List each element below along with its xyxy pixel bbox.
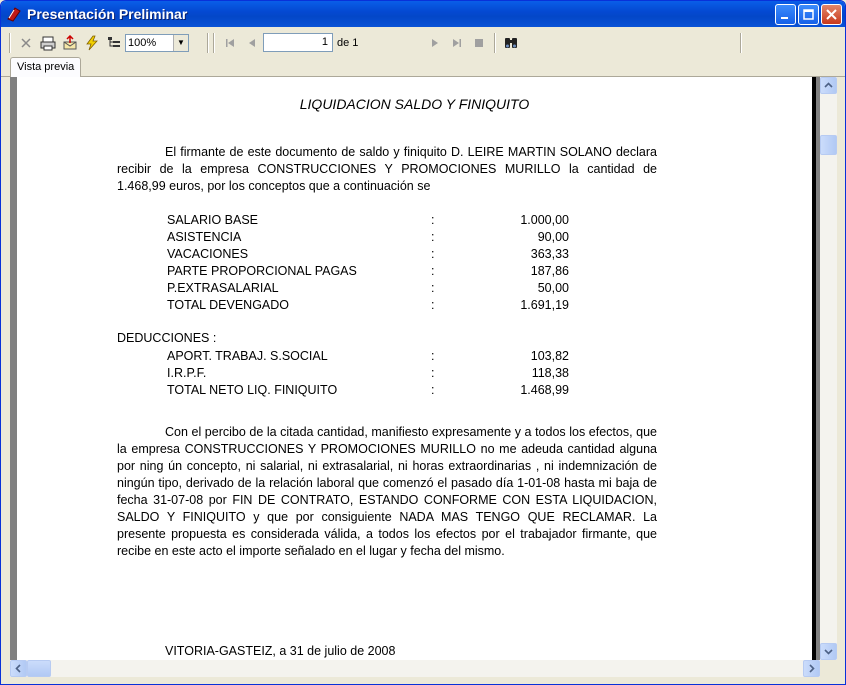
find-button[interactable]: [500, 32, 522, 54]
chevron-right-icon: [807, 664, 816, 673]
line-item-amount: 90,00: [537, 230, 569, 244]
place-date: VITORIA-GASTEIZ, a 31 de julio de 2008: [165, 644, 396, 658]
body-line: horas extraordinarias , ni indemnización de ningún tipo, derivado de la relación: [117, 459, 658, 490]
intro-line: MURILLO la cantidad de 1.468,99 euros, por los conceptos que a continuación se: [117, 162, 657, 193]
toolbar-separator: [213, 33, 215, 53]
line-item-amount: 1.468,99: [520, 383, 569, 397]
line-item-amount: 187,86: [530, 264, 569, 278]
minimize-button[interactable]: [775, 4, 796, 25]
chevron-down-icon[interactable]: ▼: [173, 35, 188, 51]
scroll-left-button[interactable]: [10, 660, 27, 677]
scroll-up-button[interactable]: [820, 77, 837, 94]
body-line: Con el percibo de la citada cantidad, manifiesto expresamente y a todos: [165, 425, 566, 439]
line-item-amount: 118,38: [531, 366, 569, 380]
close-window-button[interactable]: [821, 4, 842, 25]
line-item-colon: :: [431, 230, 435, 244]
next-page-icon: [429, 37, 441, 49]
line-item-label: PARTE PROPORCIONAL PAGAS: [167, 264, 357, 278]
line-item-colon: :: [431, 298, 435, 312]
document-page: [17, 77, 812, 660]
body-line: SALDO Y FINIQUITO y que por consiguiente NADA MAS TENGO QUE: [117, 510, 555, 524]
chevron-down-icon: [824, 647, 833, 656]
horizontal-scroll-thumb[interactable]: [27, 660, 51, 677]
last-page-button[interactable]: [446, 32, 468, 54]
body-line: laboral que comenzó el pasado día 1-01-08 hasta mi baja de fecha 31-07-08 por: [117, 476, 657, 507]
body-line: los efectos, que la empresa CONSTRUCCIONES Y PROMOCIONES MURILLO: [117, 425, 657, 456]
body-paragraph: [117, 424, 657, 560]
zoom-value: 100%: [128, 36, 157, 49]
previous-page-button[interactable]: [241, 32, 263, 54]
zoom-select[interactable]: [125, 34, 189, 52]
line-item-label: TOTAL DEVENGADO: [167, 298, 290, 312]
chevron-up-icon: [824, 81, 833, 90]
vertical-scrollbar[interactable]: [820, 77, 837, 660]
intro-paragraph: [117, 144, 657, 195]
toolbar: [5, 30, 841, 55]
horizontal-scrollbar[interactable]: [10, 660, 820, 677]
intro-line: SOLANO declara recibir de la empresa CONSTRUCCIONES Y PROMOCIONES: [117, 145, 657, 176]
body-line: RECLAMAR. La presente propuesta es considerada válida, a todos los efectos por: [117, 510, 657, 541]
scroll-down-button[interactable]: [820, 643, 837, 660]
maximize-button[interactable]: [798, 4, 819, 25]
tree-icon: [106, 35, 122, 51]
line-item-colon: :: [431, 366, 435, 380]
body-line: el trabajador firmante, que recibe en este acto el importe señalado en el lugar y: [117, 527, 657, 558]
flash-button[interactable]: [81, 32, 103, 54]
intro-line: El firmante de este documento de saldo y finiquito D. LEIRE MARTIN: [165, 145, 556, 159]
toolbar-separator: [9, 33, 11, 53]
line-item-amount: 1.691,19: [520, 298, 569, 312]
title-bar[interactable]: [1, 1, 845, 27]
first-page-icon: [224, 37, 236, 49]
minimize-icon: [780, 9, 791, 20]
line-item-colon: :: [431, 247, 435, 261]
line-item-amount: 363,33: [530, 247, 569, 261]
page-count-label: de 1: [337, 36, 359, 49]
line-item-amount: 1.000,00: [520, 213, 569, 227]
printer-icon: [40, 35, 56, 51]
previous-page-icon: [246, 37, 258, 49]
line-item-amount: 103,82: [530, 349, 569, 363]
line-item-colon: :: [431, 281, 435, 295]
line-item-label: P.EXTRASALARIAL: [167, 281, 279, 295]
toolbar-separator: [494, 33, 496, 53]
lightning-icon: [84, 35, 100, 51]
last-page-icon: [451, 37, 463, 49]
line-item-colon: :: [431, 213, 435, 227]
tab-bar: [1, 57, 846, 77]
vertical-scroll-thumb[interactable]: [820, 135, 837, 155]
line-item-label: VACACIONES: [167, 247, 249, 261]
deducciones-heading: DEDUCCIONES :: [117, 331, 217, 345]
toolbar-separator: [740, 33, 742, 53]
close-preview-button[interactable]: [15, 32, 37, 54]
chevron-left-icon: [14, 664, 23, 673]
line-item-label: APORT. TRABAJ. S.SOCIAL: [167, 349, 328, 363]
line-item-amount: 50,00: [537, 281, 569, 295]
body-line: fecha del mismo.: [410, 544, 505, 558]
next-page-button[interactable]: [424, 32, 446, 54]
window-title: Presentación Preliminar: [27, 6, 188, 22]
print-button[interactable]: [37, 32, 59, 54]
stop-icon: [473, 37, 485, 49]
tab-vista-previa[interactable]: Vista previa: [10, 57, 81, 77]
close-icon: [20, 37, 32, 49]
binoculars-icon: [503, 35, 519, 51]
line-item-colon: :: [431, 383, 435, 397]
app-icon: [6, 6, 22, 22]
maximize-icon: [803, 9, 814, 20]
line-item-label: SALARIO BASE: [167, 213, 259, 227]
body-line: no me adeuda cantidad alguna por ning ún concepto, ni salarial, ni extrasalarial, ni: [117, 442, 657, 473]
close-icon: [826, 9, 837, 20]
export-icon: [62, 35, 78, 51]
line-item-label: TOTAL NETO LIQ. FINIQUITO: [167, 383, 338, 397]
page-shadow: [812, 77, 816, 660]
tree-button[interactable]: [103, 32, 125, 54]
page-number-input[interactable]: 1: [263, 33, 333, 52]
document-title: LIQUIDACION SALDO Y FINIQUITO: [299, 96, 530, 112]
first-page-button[interactable]: [219, 32, 241, 54]
stop-button[interactable]: [468, 32, 490, 54]
line-item-colon: :: [431, 264, 435, 278]
export-button[interactable]: [59, 32, 81, 54]
preview-area: [10, 77, 837, 660]
body-line: FIN DE CONTRATO, ESTANDO CONFORME CON ESTA LIQUIDACION,: [232, 493, 657, 507]
line-item-label: ASISTENCIA: [167, 230, 242, 244]
scroll-right-button[interactable]: [803, 660, 820, 677]
toolbar-separator: [207, 33, 209, 53]
line-item-colon: :: [431, 349, 435, 363]
line-item-label: I.R.P.F.: [167, 366, 207, 380]
